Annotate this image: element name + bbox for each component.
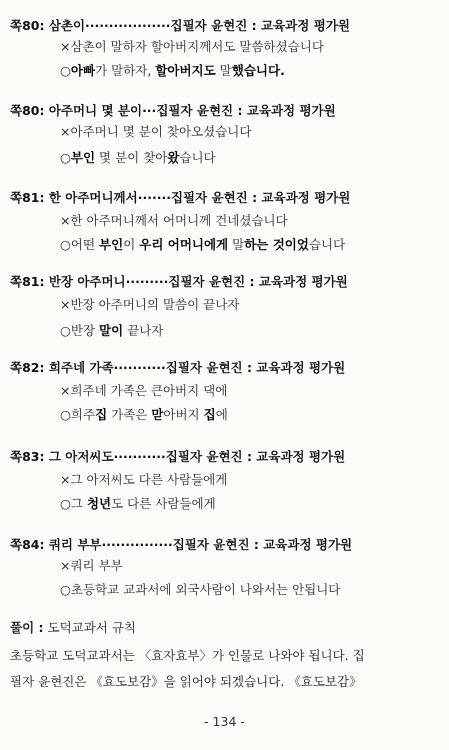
corrected-word: 아빠 xyxy=(70,63,96,78)
entry-heading-text: 쪽81: 한 아주머니께서 xyxy=(10,190,138,205)
corrected-sentence xyxy=(60,323,163,339)
sentence-text: 습니다 xyxy=(308,237,346,252)
leader-dots: ··· xyxy=(142,103,157,118)
entry-source: 집필자 윤현진 : 교육과정 평가원 xyxy=(165,360,346,375)
leader-dots: ········· xyxy=(125,274,169,289)
corrected-sentence xyxy=(60,582,340,598)
entry-heading xyxy=(10,18,350,34)
explanation-label: 풀이 : xyxy=(10,620,44,635)
sentence-text: 말 xyxy=(228,237,245,252)
page-number: - 134 - xyxy=(204,714,245,729)
sentence-text: 습니다 xyxy=(179,150,216,165)
entry-source: 집필자 윤현진 : 교육과정 평가원 xyxy=(168,274,348,289)
entry-source: 집필자 윤현진 : 교육과정 평가원 xyxy=(170,18,350,33)
entry-heading-text: 쪽83: 그 아저씨도 xyxy=(10,449,114,464)
sentence-text: 말 xyxy=(215,63,232,78)
entry-heading xyxy=(10,274,348,290)
wrong-sentence: ×반장 아주머니의 말씀이 끝나자 xyxy=(60,297,240,312)
explanation-line: 필자 윤현진은 《효도보감》을 읽어야 되겠습니다. 《효도보감》 xyxy=(10,674,362,689)
corrected-word: 우리 어머니에게 xyxy=(139,237,229,252)
entry-heading-text: 쪽82: 희주네 가족 xyxy=(10,360,114,375)
entry-heading xyxy=(10,449,345,465)
entry-source: 집필자 윤현진 : 교육과정 평가원 xyxy=(170,190,351,205)
sentence-text: 가족은 xyxy=(107,407,152,422)
corrected-sentence xyxy=(60,407,228,423)
corrected-sentence xyxy=(60,150,216,166)
corrected-sentence xyxy=(60,496,216,512)
corrected-word: 집 xyxy=(95,407,108,422)
entry-source: 집필자 윤현진 : 교육과정 평가원 xyxy=(165,449,346,464)
leader-dots: ··········· xyxy=(113,449,166,464)
entry-heading xyxy=(10,537,352,553)
entry-heading xyxy=(10,103,336,119)
corrected-word: 할아버지도 xyxy=(155,63,216,78)
entry-heading xyxy=(10,190,350,206)
wrong-sentence: ×쿼리 부부 xyxy=(60,558,123,573)
wrong-sentence: ×그 아저씨도 다른 사람들에게 xyxy=(60,472,228,487)
corrected-word: 맏 xyxy=(151,407,164,422)
corrected-word: 했습니다. xyxy=(231,63,285,78)
sentence-text: 아버지 xyxy=(163,407,204,422)
sentence-text: 도 다른 사람들에게 xyxy=(111,496,216,511)
leader-dots: ······· xyxy=(137,190,171,205)
entry-heading-text: 쪽84: 쿼리 부부 xyxy=(10,537,102,552)
leader-dots: ··············· xyxy=(101,537,173,552)
corrected-word: 집 xyxy=(203,407,216,422)
entry-heading xyxy=(10,360,345,376)
leader-dots: ·················· xyxy=(85,18,171,33)
sentence-text: 가 말하자, xyxy=(95,63,156,78)
entry-source: 집필자 윤현진 : 교육과정 평가원 xyxy=(172,537,353,552)
wrong-sentence: ×희주네 가족은 큰아버지 댁에 xyxy=(60,383,228,398)
explanation-subject: 도덕교과서 규칙 xyxy=(43,620,136,635)
corrected-word: 말이 xyxy=(99,323,124,338)
corrected-word: 부인 xyxy=(70,150,96,165)
explanation-line: 초등학교 도덕교과서는 〈효자효부〉가 인물로 나와야 됩니다. 집 xyxy=(10,648,365,663)
corrected-word: 청년 xyxy=(86,496,112,511)
sentence-text: ○초등학교 교과서에 외국사람이 나와서는 안됩니다 xyxy=(60,582,341,597)
sentence-text: ○반장 xyxy=(60,323,100,338)
circle-mark: ○ xyxy=(60,150,71,165)
wrong-sentence: ×아주머니 몇 분이 찾아오셨습니다 xyxy=(60,124,252,139)
entry-heading-text: 쪽80: 아주머니 몇 분이 xyxy=(10,103,143,118)
entry-heading-text: 쪽80: 삼촌이 xyxy=(10,18,86,33)
leader-dots: ··········· xyxy=(113,360,166,375)
wrong-sentence: ×삼촌이 말하자 할아버지께서도 말씀하셨습니다 xyxy=(60,39,324,54)
explanation-heading xyxy=(10,620,136,636)
sentence-text: 끝나자 xyxy=(123,323,164,338)
sentence-text: 몇 분이 찾아 xyxy=(95,150,168,165)
corrected-word: 부인 xyxy=(99,237,124,252)
sentence-text: ○희주 xyxy=(60,407,96,422)
circle-mark: ○ xyxy=(60,63,71,78)
sentence-text: ○그 xyxy=(60,496,87,511)
entry-source: 집필자 윤현진 : 교육과정 평가원 xyxy=(156,103,336,118)
sentence-text: 에 xyxy=(215,407,228,422)
corrected-sentence xyxy=(60,63,285,79)
corrected-word: 하는 것이었 xyxy=(244,237,309,252)
wrong-sentence: ×한 아주머니께서 어머니께 건네셨습니다 xyxy=(60,213,288,228)
corrected-word: 왔 xyxy=(167,150,180,165)
entry-heading-text: 쪽81: 반장 아주머니 xyxy=(10,274,126,289)
sentence-text: 이 xyxy=(123,237,140,252)
circle-mark: ○어떤 xyxy=(60,237,100,252)
corrected-sentence xyxy=(60,237,345,253)
